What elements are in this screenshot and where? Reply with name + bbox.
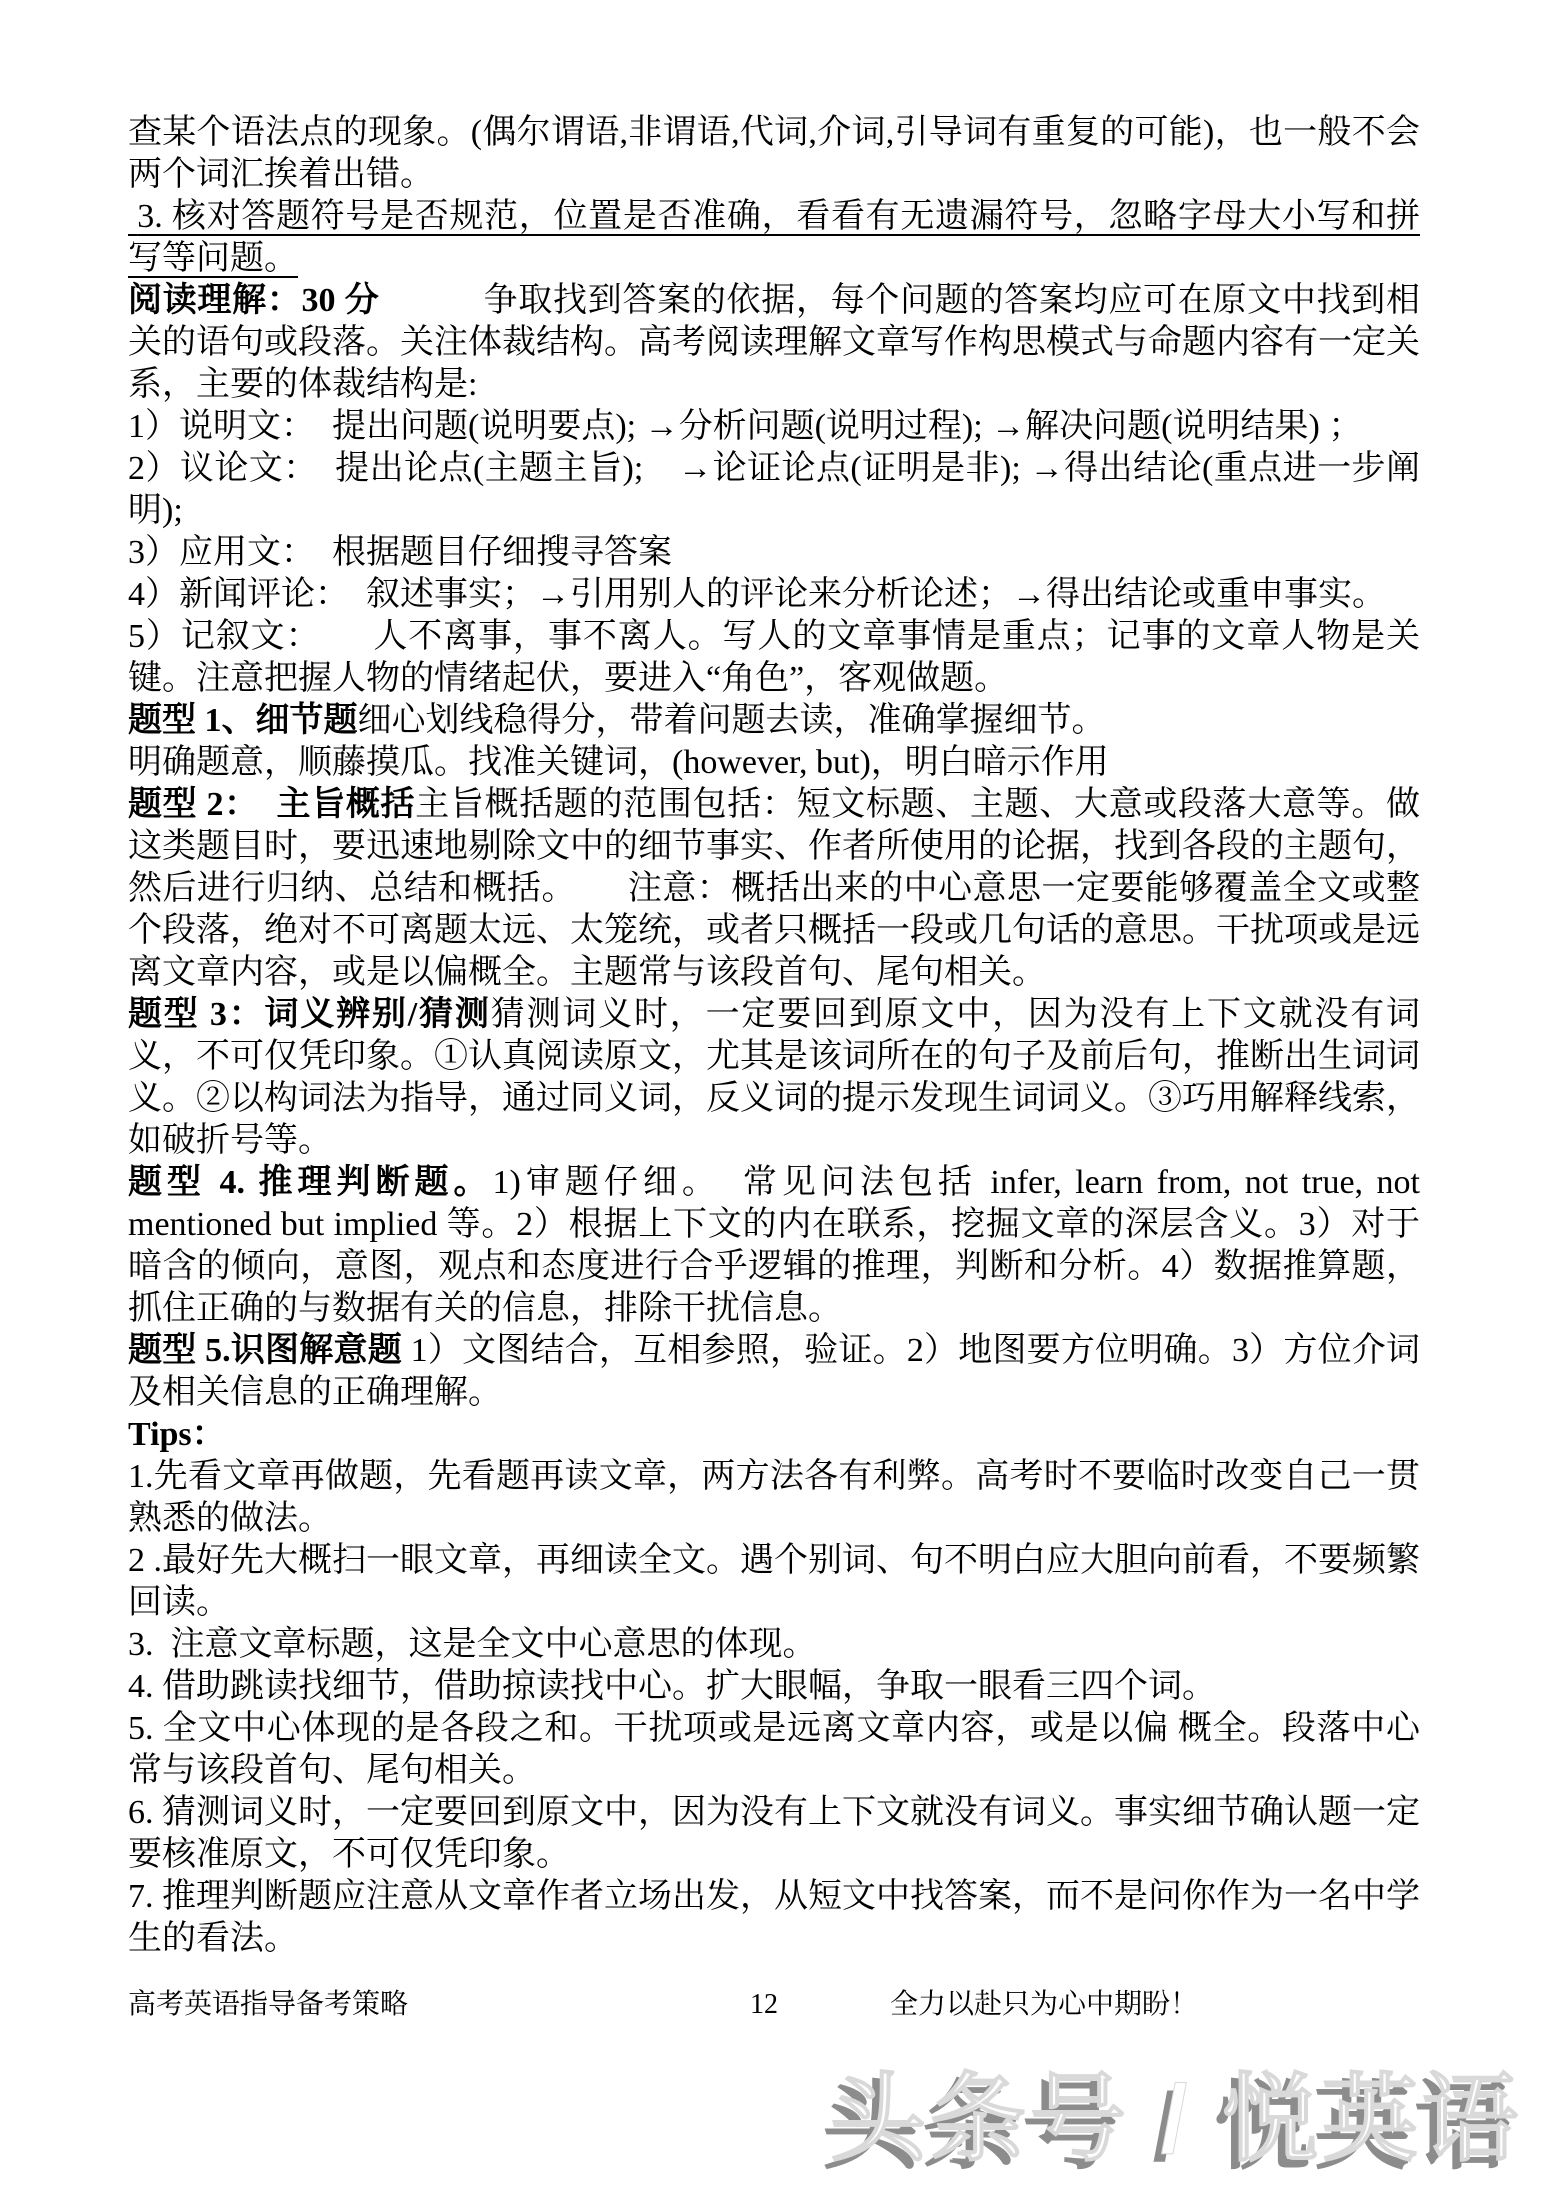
paragraph (128, 574, 1420, 616)
text-run: 1）说明文： 提出问题(说明要点); →分析问题(说明过程); →解决问题(说明结果) ； (128, 408, 1363, 445)
paragraph (128, 406, 1420, 448)
paragraph (128, 1162, 1429, 1330)
page-footer (128, 1985, 1420, 2025)
bold-text-run: 题型 4. 推理判断题。 (128, 1164, 493, 1201)
text-run: 1)审题仔细。 常见问法包括 infer, learn from, not true, not mentioned but implied 等。2）根据上下文的内在联系，挖掘文章的深层含义。3）对于暗含的倾向，意图，观点和态度进行合乎逻辑的推理，判断和分析。4）数据推算题，抓住正确的与数据有关的信息，排除干扰信息。 (128, 1164, 1429, 1327)
paragraph (128, 1414, 1420, 1456)
paragraph (128, 700, 1420, 742)
text-run: 4. 借助跳读找细节，借助掠读找中心。扩大眼幅，争取一眼看三四个词。 (128, 1668, 1216, 1705)
text-run: 1.先看文章再做题，先看题再读文章，两方法各有利弊。高考时不要临时改变自己一贯熟悉的做法。 (128, 1458, 1420, 1537)
paragraph (128, 1624, 1420, 1666)
paragraph (128, 784, 1420, 994)
text-run: 4）新闻评论： 叙述事实；→引用别人的评论来分析论述；→得出结论或重申事实。 (128, 576, 1386, 613)
document-body (128, 112, 1429, 1960)
paragraph (128, 1876, 1420, 1960)
paragraph (128, 280, 1420, 406)
paragraph (128, 1792, 1420, 1876)
text-run: 5）记叙文： 人不离事，事不离人。写人的文章事情是重点；记事的文章人物是关键。注意把握人物的情绪起伏，要进入“角色”，客观做题。 (128, 618, 1420, 697)
text-run: 主旨概括题的范围包括：短文标题、主题、大意或段落大意等。做这类题目时，要迅速地剔除文中的细节事实、作者所使用的论据，找到各段的主题句，然后进行归纳、总结和概括。 注意：概括出来的中心意思一定要能够覆盖全文或整个段落，绝对不可离题太远、太笼统，或者只概括一段或几句话的意思。干扰项或是远离文章内容，或是以偏概全。主题常与该段首句、尾句相关。 (128, 786, 1421, 991)
paragraph (128, 742, 1420, 784)
text-run: 细心划线稳得分，带着问题去读，准确掌握细节。 (357, 702, 1106, 739)
paragraph (128, 532, 1420, 574)
paragraph (128, 1456, 1420, 1540)
text-run: 5. 全文中心体现的是各段之和。干扰项或是远离文章内容，或是以偏 概全。段落中心常与该段首句、尾句相关。 (128, 1710, 1420, 1789)
bold-text-run: 题型 1、细节题 (128, 702, 358, 739)
text-run: 明确题意，顺藤摸瓜。找准关键词，(however, but)，明白暗示作用 (128, 744, 1109, 781)
text-run: 查某个语法点的现象。(偶尔谓语,非谓语,代词,介词,引导词有重复的可能)，也一般不会两个词汇挨着出错。 (128, 114, 1420, 193)
text-run: 3）应用文： 根据题目仔细搜寻答案 (128, 534, 672, 571)
bold-text-run: 题型 5.识图解意题 (128, 1332, 402, 1369)
paragraph (128, 196, 1420, 280)
text-run: 7. 推理判断题应注意从文章作者立场出发，从短文中找答案，而不是问你作为一名中学生的看法。 (128, 1878, 1420, 1957)
text-run: 猜测词义时，一定要回到原文中，因为没有上下文就没有词义，不可仅凭印象。①认真阅读原文，尤其是该词所在的句子及前后句，推断出生词词义。②以构词法为指导，通过同义词，反义词的提示发现生词词义。③巧用解释线索，如破折号等。 (128, 996, 1421, 1159)
paragraph (128, 448, 1420, 532)
footer-document-title: 高考英语指导备考策略 (128, 1989, 409, 2020)
text-run: 1）文图结合，互相参照，验证。2）地图要方位明确。3）方位介词及相关信息的正确理解。 (128, 1332, 1421, 1411)
bold-text-run: 题型 2： 主旨概括 (128, 786, 416, 823)
text-run: 2）议论文： 提出论点(主题主旨); →论证论点(证明是非); →得出结论(重点进一步阐明); (128, 450, 1420, 529)
underlined-text-run: 3. 核对答题符号是否规范，位置是否准确，看看有无遗漏符号，忽略字母大小写和拼写等问题。 (128, 198, 1421, 277)
watermark-toutiao-yueyingyu: 头条号 / 悦英语 (829, 2066, 1522, 2173)
text-run: 2 .最好先大概扫一眼文章，再细读全文。遇个别词、句不明白应大胆向前看，不要频繁回读。 (128, 1542, 1420, 1621)
paragraph (128, 1708, 1420, 1792)
paragraph (128, 616, 1420, 700)
text-run: 争取找到答案的依据，每个问题的答案均应可在原文中找到相关的语句或段落。关注体裁结构。高考阅读理解文章写作构思模式与命题内容有一定关系，主要的体裁结构是: (128, 282, 1421, 403)
paragraph (128, 994, 1420, 1162)
bold-text-run: 阅读理解：30 分 (128, 282, 380, 319)
bold-text-run: Tips： (128, 1416, 226, 1453)
bold-text-run: 题型 3：词义辨别/猜测 (128, 996, 491, 1033)
text-run: 3. 注意文章标题，这是全文中心意思的体现。 (128, 1626, 817, 1663)
text-run: 6. 猜测词义时，一定要回到原文中，因为没有上下文就没有词义。事实细节确认题一定要核准原文，不可仅凭印象。 (128, 1794, 1420, 1873)
footer-slogan: 全力以赴只为心中期盼！ (890, 1989, 1199, 2020)
footer-page-number: 12 (750, 1989, 778, 2020)
paragraph (128, 1666, 1420, 1708)
paragraph (128, 112, 1420, 196)
paragraph (128, 1330, 1420, 1414)
paragraph (128, 1540, 1420, 1624)
